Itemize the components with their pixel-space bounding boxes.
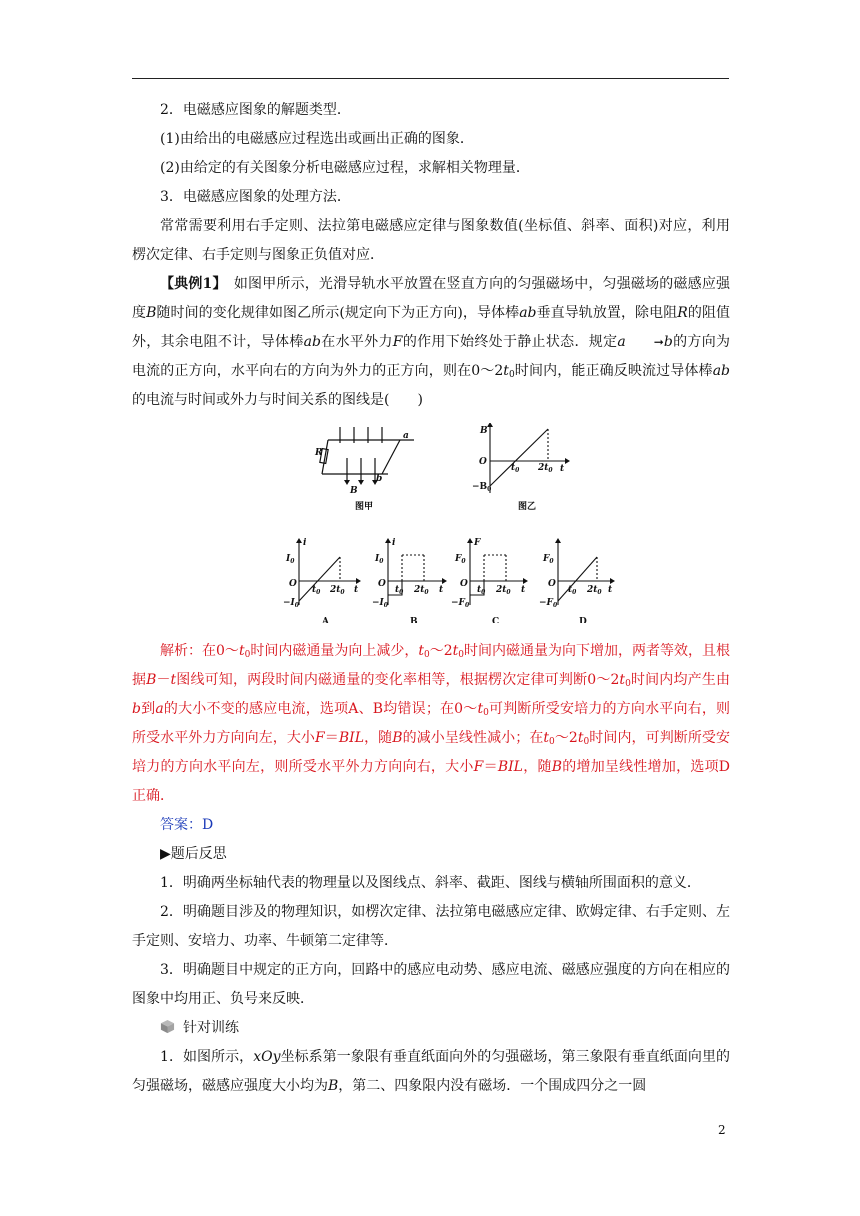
figure-jia	[320, 427, 414, 483]
figure-yi	[490, 425, 567, 493]
sol-var: t	[477, 701, 484, 717]
answer-line: 答案：D	[160, 817, 214, 833]
item-3-heading: 3．电磁感应图象的处理方法．	[160, 189, 351, 205]
triangle-bullet-icon: ▶	[160, 846, 171, 862]
sol-var: t	[238, 643, 245, 659]
reflection-title-line	[132, 840, 730, 869]
example-1-question	[132, 270, 730, 415]
optC-origin: O	[460, 579, 468, 589]
q1-text-e: ，第二、四象限内没有磁场．一个围成四分之一圆	[338, 1078, 647, 1094]
label-b: b	[376, 474, 383, 484]
example-text-8: 时间内，能正确反映流过导体棒	[514, 363, 713, 379]
optB-2t0: $2t_0$	[414, 585, 429, 596]
item-3-body: 常常需要利用右手定则、法拉第电磁感应定律与图象数值(坐标值、斜率、面积)对应，利用楞次定律、右手定则与图象正负值对应．	[132, 218, 730, 263]
optB-pos: $I_0$	[375, 554, 384, 565]
optC-pos: $F_0$	[455, 554, 466, 565]
optB-t: t	[439, 585, 444, 595]
optB-origin: O	[378, 579, 386, 589]
optC-t0: $t_0$	[477, 585, 486, 596]
optA-origin: O	[289, 579, 297, 589]
var-F: F	[392, 334, 403, 350]
reflection-3: 3．明确题目中规定的正方向，回路中的感应电动势、感应电流、磁感应强度的方向在相应的图象中均用正、负号来反映．	[132, 962, 730, 1007]
optC-2t0: $2t_0$	[496, 585, 511, 596]
sol-t1: 在0～	[202, 643, 239, 659]
optD-neg: $-F_0$	[539, 598, 558, 609]
example-text-5: 在水平外力	[320, 334, 393, 350]
optA-neg: $-I_0$	[283, 598, 299, 609]
optA-caption: A	[322, 617, 329, 623]
q1-var-xoy: xOy	[253, 1049, 281, 1065]
var-R: R	[677, 305, 688, 321]
optC-ylabel: F	[474, 538, 481, 548]
sol-t10: b	[132, 701, 141, 717]
sol-t26: ，随	[522, 759, 552, 775]
sol-t12: a	[155, 701, 164, 717]
sol-t19: B	[392, 730, 403, 746]
option-graphs	[299, 541, 612, 605]
label-R: R	[315, 448, 323, 458]
sol-sub: 0	[625, 679, 631, 689]
sol-t16: ＝	[324, 730, 339, 746]
sol-t23: F	[473, 759, 484, 775]
yi-xlabel: t	[560, 464, 565, 474]
sol-t27: B	[551, 759, 562, 775]
optA-2t0: $2t_0$	[330, 585, 345, 596]
optA-t0: $t_0$	[312, 585, 321, 596]
example-text-4: 的阻值外，其余电阻不计，导体棒	[132, 305, 731, 350]
sol-t20: 的减小呈线性减小；在	[402, 730, 544, 746]
sol-t5: B	[146, 672, 157, 688]
optB-neg: $-I_0$	[372, 598, 388, 609]
sol-sub: 0	[458, 650, 464, 660]
optB-t0: $t_0$	[395, 585, 404, 596]
optA-ylabel: i	[303, 538, 307, 548]
var-ab-3: ab	[712, 363, 730, 379]
sol-t28: 的增加呈线性增加，选项D正确．	[132, 759, 731, 804]
reflection-1: 1．明确两坐标轴代表的物理量以及图线点、斜率、截距、图线与横轴所围面积的意义．	[160, 875, 701, 891]
solution-label: 解析：	[160, 643, 203, 659]
physics-figures	[132, 423, 730, 623]
sol-var: t	[418, 643, 424, 659]
page-content	[132, 96, 730, 1101]
var-a: a	[617, 334, 626, 350]
optD-caption: D	[579, 617, 587, 623]
sol-t8: 图线可知，两段时间内磁通量的变化率相等，根据楞次定律可判断0～2	[176, 672, 620, 688]
q1-text-c: 坐标系第一象限有垂直纸面向外的匀强磁场，第三象限有垂直纸面向里的匀强磁场，磁感应强度大小均为	[132, 1049, 730, 1094]
yi-tick-t0: $t_0$	[511, 463, 520, 474]
item-2-1: (1)由给出的电磁感应过程选出或画出正确的图象．	[160, 131, 474, 147]
sol-var: t	[577, 730, 584, 746]
figure-yi-arrowheads	[487, 423, 570, 464]
optD-t0: $t_0$	[568, 585, 577, 596]
sol-var: t	[543, 730, 550, 746]
sol-t22: 时间内，可判断所受安培力的方向水平向左，则所受水平外力方向向右，大小	[132, 730, 731, 775]
sol-sub: 0	[549, 737, 555, 747]
sol-sub: 0	[244, 650, 251, 660]
caption-yi: 图乙	[518, 502, 537, 512]
sol-t4: 时间内磁通量为向下增加，两者等效，且根据	[132, 643, 731, 688]
cube-icon	[160, 1019, 175, 1034]
training-title: 针对训练	[183, 1020, 239, 1036]
sol-t15: F	[315, 730, 325, 746]
example-text-9: 的电流与时间或外力与时间关系的图线是( )	[132, 392, 423, 408]
item-2-2: (2)由给定的有关图象分析电磁感应过程，求解相关物理量．	[160, 160, 530, 176]
figure-jia-arrows	[344, 480, 378, 485]
right-arrow-icon: ➞	[653, 335, 664, 349]
example-text-7: 的方向为电流的正方向，水平向右的方向为外力的正方向，则在0～2	[132, 334, 730, 379]
example-label: 【典例1】	[160, 276, 220, 292]
optC-t: t	[521, 585, 526, 595]
sol-t7: t	[170, 672, 177, 688]
var-B: B	[146, 305, 157, 321]
reflection-2: 2．明确题目涉及的物理知识，如楞次定律、法拉第电磁感应定律、欧姆定律、右手定则、左手定则、安培力、功率、牛顿第二定律等．	[132, 904, 730, 949]
training-question-1	[132, 1043, 730, 1101]
optA-pos: $I_0$	[286, 554, 295, 565]
yi-neg-label: $-B_0$	[472, 482, 492, 493]
yi-origin: O	[479, 457, 487, 467]
var-ab: ab	[519, 305, 537, 321]
optD-t: t	[608, 585, 613, 595]
sol-var: t	[452, 643, 459, 659]
sol-t17: BIL	[338, 730, 365, 746]
optD-pos: $F_0$	[543, 554, 554, 565]
item-2-heading: 2．电磁感应图象的解题类型．	[160, 102, 351, 118]
example-text-3: 垂直导轨放置，除电阻	[536, 305, 678, 321]
var-ab-2: ab	[303, 334, 321, 350]
sub-0: 0	[508, 370, 515, 380]
example-text-2: 随时间的变化规律如图乙所示(规定向下为正方向)，导体棒	[156, 305, 520, 321]
optB-caption: B	[410, 617, 418, 623]
sol-var: t	[619, 672, 626, 688]
sol-t11: 到	[140, 701, 156, 717]
page-number: 2	[718, 1123, 726, 1137]
sol-t18: ，随	[364, 730, 393, 746]
sol-t21: ～2	[554, 730, 578, 746]
sol-t14: 可判断所受安培力的方向水平向右，则所受水平外力方向向左，大小	[132, 701, 730, 746]
optB-ylabel: i	[392, 538, 396, 548]
example-text-6: 的作用下始终处于静止状态．规定	[402, 334, 618, 350]
sol-t9: 时间内均产生由	[630, 672, 730, 688]
yi-tick-2t0: $2t_0$	[538, 463, 553, 474]
optC-caption: C	[492, 617, 500, 623]
caption-jia: 图甲	[355, 502, 374, 512]
header-rule	[132, 78, 729, 79]
yi-ylabel: B	[480, 426, 488, 436]
figure-area	[132, 423, 730, 623]
sol-t6: －	[156, 672, 171, 688]
sol-t24: ＝	[483, 759, 498, 775]
sol-t2: 时间内磁通量为向上减少，	[250, 643, 419, 659]
sol-t25: BIL	[497, 759, 523, 775]
optD-2t0: $2t_0$	[587, 585, 602, 596]
sol-sub: 0	[423, 650, 430, 660]
var-b: b	[663, 334, 673, 350]
example-text-1: 如图甲所示，光滑导轨水平放置在竖直方向的匀强磁场中，匀强磁场的磁感应强度	[132, 276, 731, 321]
label-B: B	[350, 486, 358, 496]
optD-origin: O	[548, 579, 556, 589]
optA-t: t	[354, 585, 359, 595]
sol-sub: 0	[583, 737, 590, 747]
sol-t13: 的大小不变的感应电流，选项A、B均错误；在0～	[163, 701, 478, 717]
label-a: a	[403, 431, 409, 441]
training-title-line	[132, 1014, 730, 1043]
optC-neg: $-F_0$	[451, 598, 470, 609]
q1-text-a: 1．如图所示，	[160, 1049, 254, 1065]
solution-paragraph	[132, 637, 730, 811]
sol-sub: 0	[483, 708, 489, 718]
sol-t3: ～2	[429, 643, 453, 659]
var-t0: t	[503, 363, 509, 379]
reflection-title: 题后反思	[170, 846, 227, 862]
q1-var-B: B	[328, 1078, 339, 1094]
